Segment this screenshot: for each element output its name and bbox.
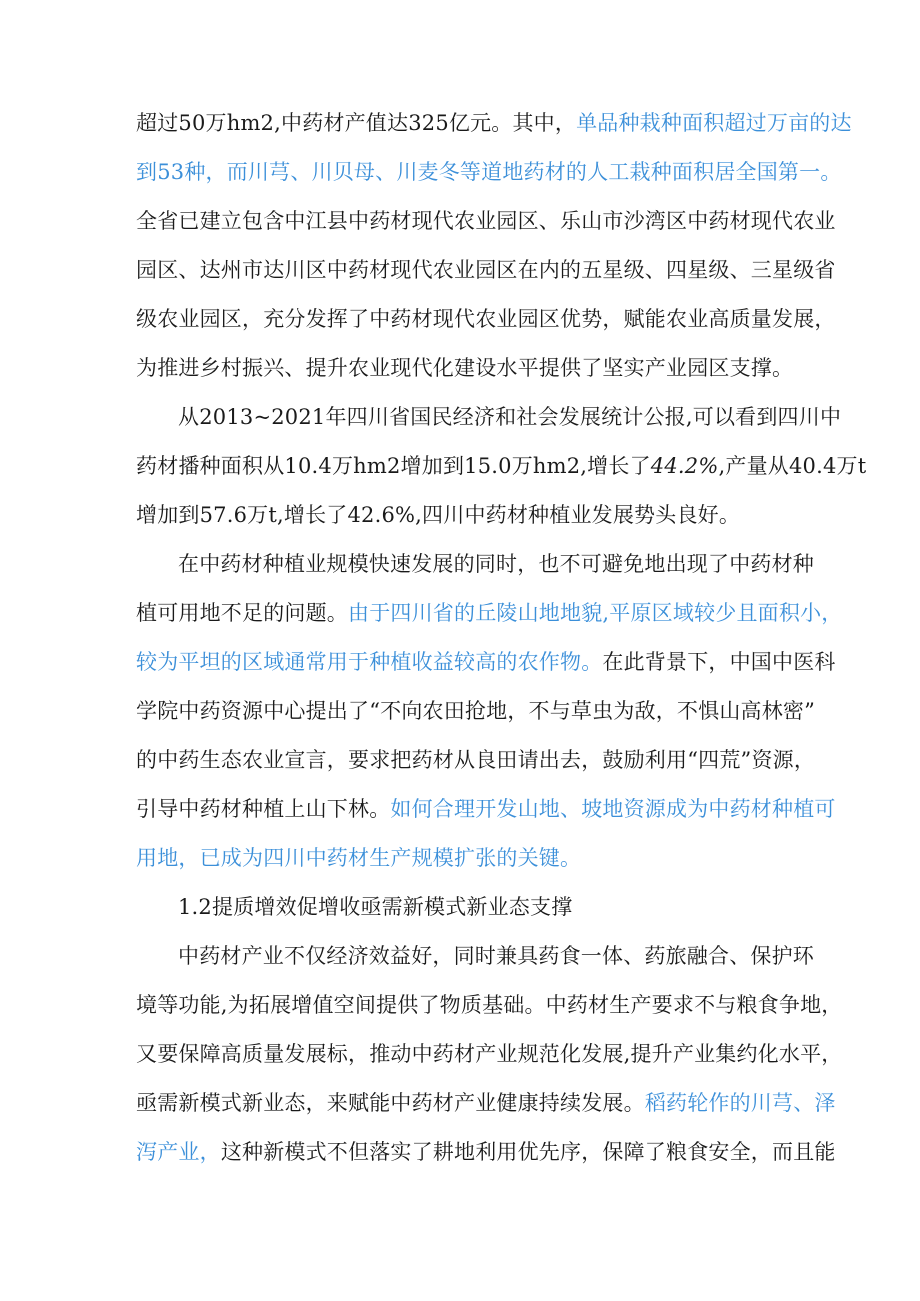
text-line: 药材播种面积从10.4万hm2增加到15.0万hm2,增长了44.2%,产量从40.4万t (136, 454, 867, 478)
text-line: 到53种，而川芎、川贝母、川麦冬等道地药材的人工栽种面积居全国第一。 (136, 160, 842, 184)
text-line: 1.2提质增效促增收亟需新模式新业态支撑 (178, 895, 573, 919)
paragraph (136, 549, 843, 873)
text-line: 超过50万hm2,中药材产值达325亿元。其中，单品种栽种面积超过万亩的达 (136, 111, 852, 135)
paragraph (136, 108, 852, 383)
paragraph (136, 402, 867, 530)
text-line: 全省已建立包含中江县中药材现代农业园区、乐山市沙湾区中药材现代农业 (136, 209, 836, 233)
section-heading (136, 892, 792, 922)
text-line: 从2013~2021年四川省国民经济和社会发展统计公报,可以看到四川中 (178, 405, 842, 429)
text-line: 较为平坦的区域通常用于种植收益较高的农作物。在此背景下，中国中医科 (136, 650, 836, 674)
text-line: 亟需新模式新业态，来赋能中药材产业健康持续发展。稻药轮作的川芎、泽 (136, 1091, 836, 1115)
text-line: 园区、达州市达川区中药材现代农业园区在内的五星级、四星级、三星级省 (136, 258, 836, 282)
text-line: 级农业园区，充分发挥了中药材现代农业园区优势，赋能农业高质量发展， (136, 307, 836, 331)
text-line: 中药材产业不仅经济效益好，同时兼具药食一体、药旅融合、保护环 (178, 944, 814, 968)
text-line: 植可用地不足的问题。由于四川省的丘陵山地地貌,平原区域较少且面积小， (136, 601, 843, 625)
text-line: 引导中药材种植上山下林。如何合理开发山地、坡地资源成为中药材种植可 (136, 797, 836, 821)
text-line: 境等功能,为拓展增值空间提供了物质基础。中药材生产要求不与粮食争地， (136, 993, 843, 1017)
text-line: 的中药生态农业宣言，要求把药材从良田请出去，鼓励利用“四荒”资源， (136, 748, 816, 772)
document-body (136, 108, 867, 1186)
text-line: 泻产业，这种新模式不但落实了耕地利用优先序，保障了粮食安全，而且能 (136, 1140, 836, 1164)
text-line: 增加到57.6万t,增长了42.6%,四川中药材种植业发展势头良好。 (136, 503, 741, 527)
text-line: 又要保障高质量发展标，推动中药材产业规范化发展,提升产业集约化水平， (136, 1042, 843, 1066)
paragraph (136, 941, 843, 1167)
text-line: 学院中药资源中心提出了“不向农田抢地，不与草虫为敌，不惧山高林密” (136, 699, 816, 723)
text-line: 用地，已成为四川中药材生产规模扩张的关键。 (136, 846, 582, 870)
text-line: 在中药材种植业规模快速发展的同时，也不可避免地出现了中药材种 (178, 552, 814, 576)
text-line: 为推进乡村振兴、提升农业现代化建设水平提供了坚实产业园区支撑。 (136, 356, 794, 380)
